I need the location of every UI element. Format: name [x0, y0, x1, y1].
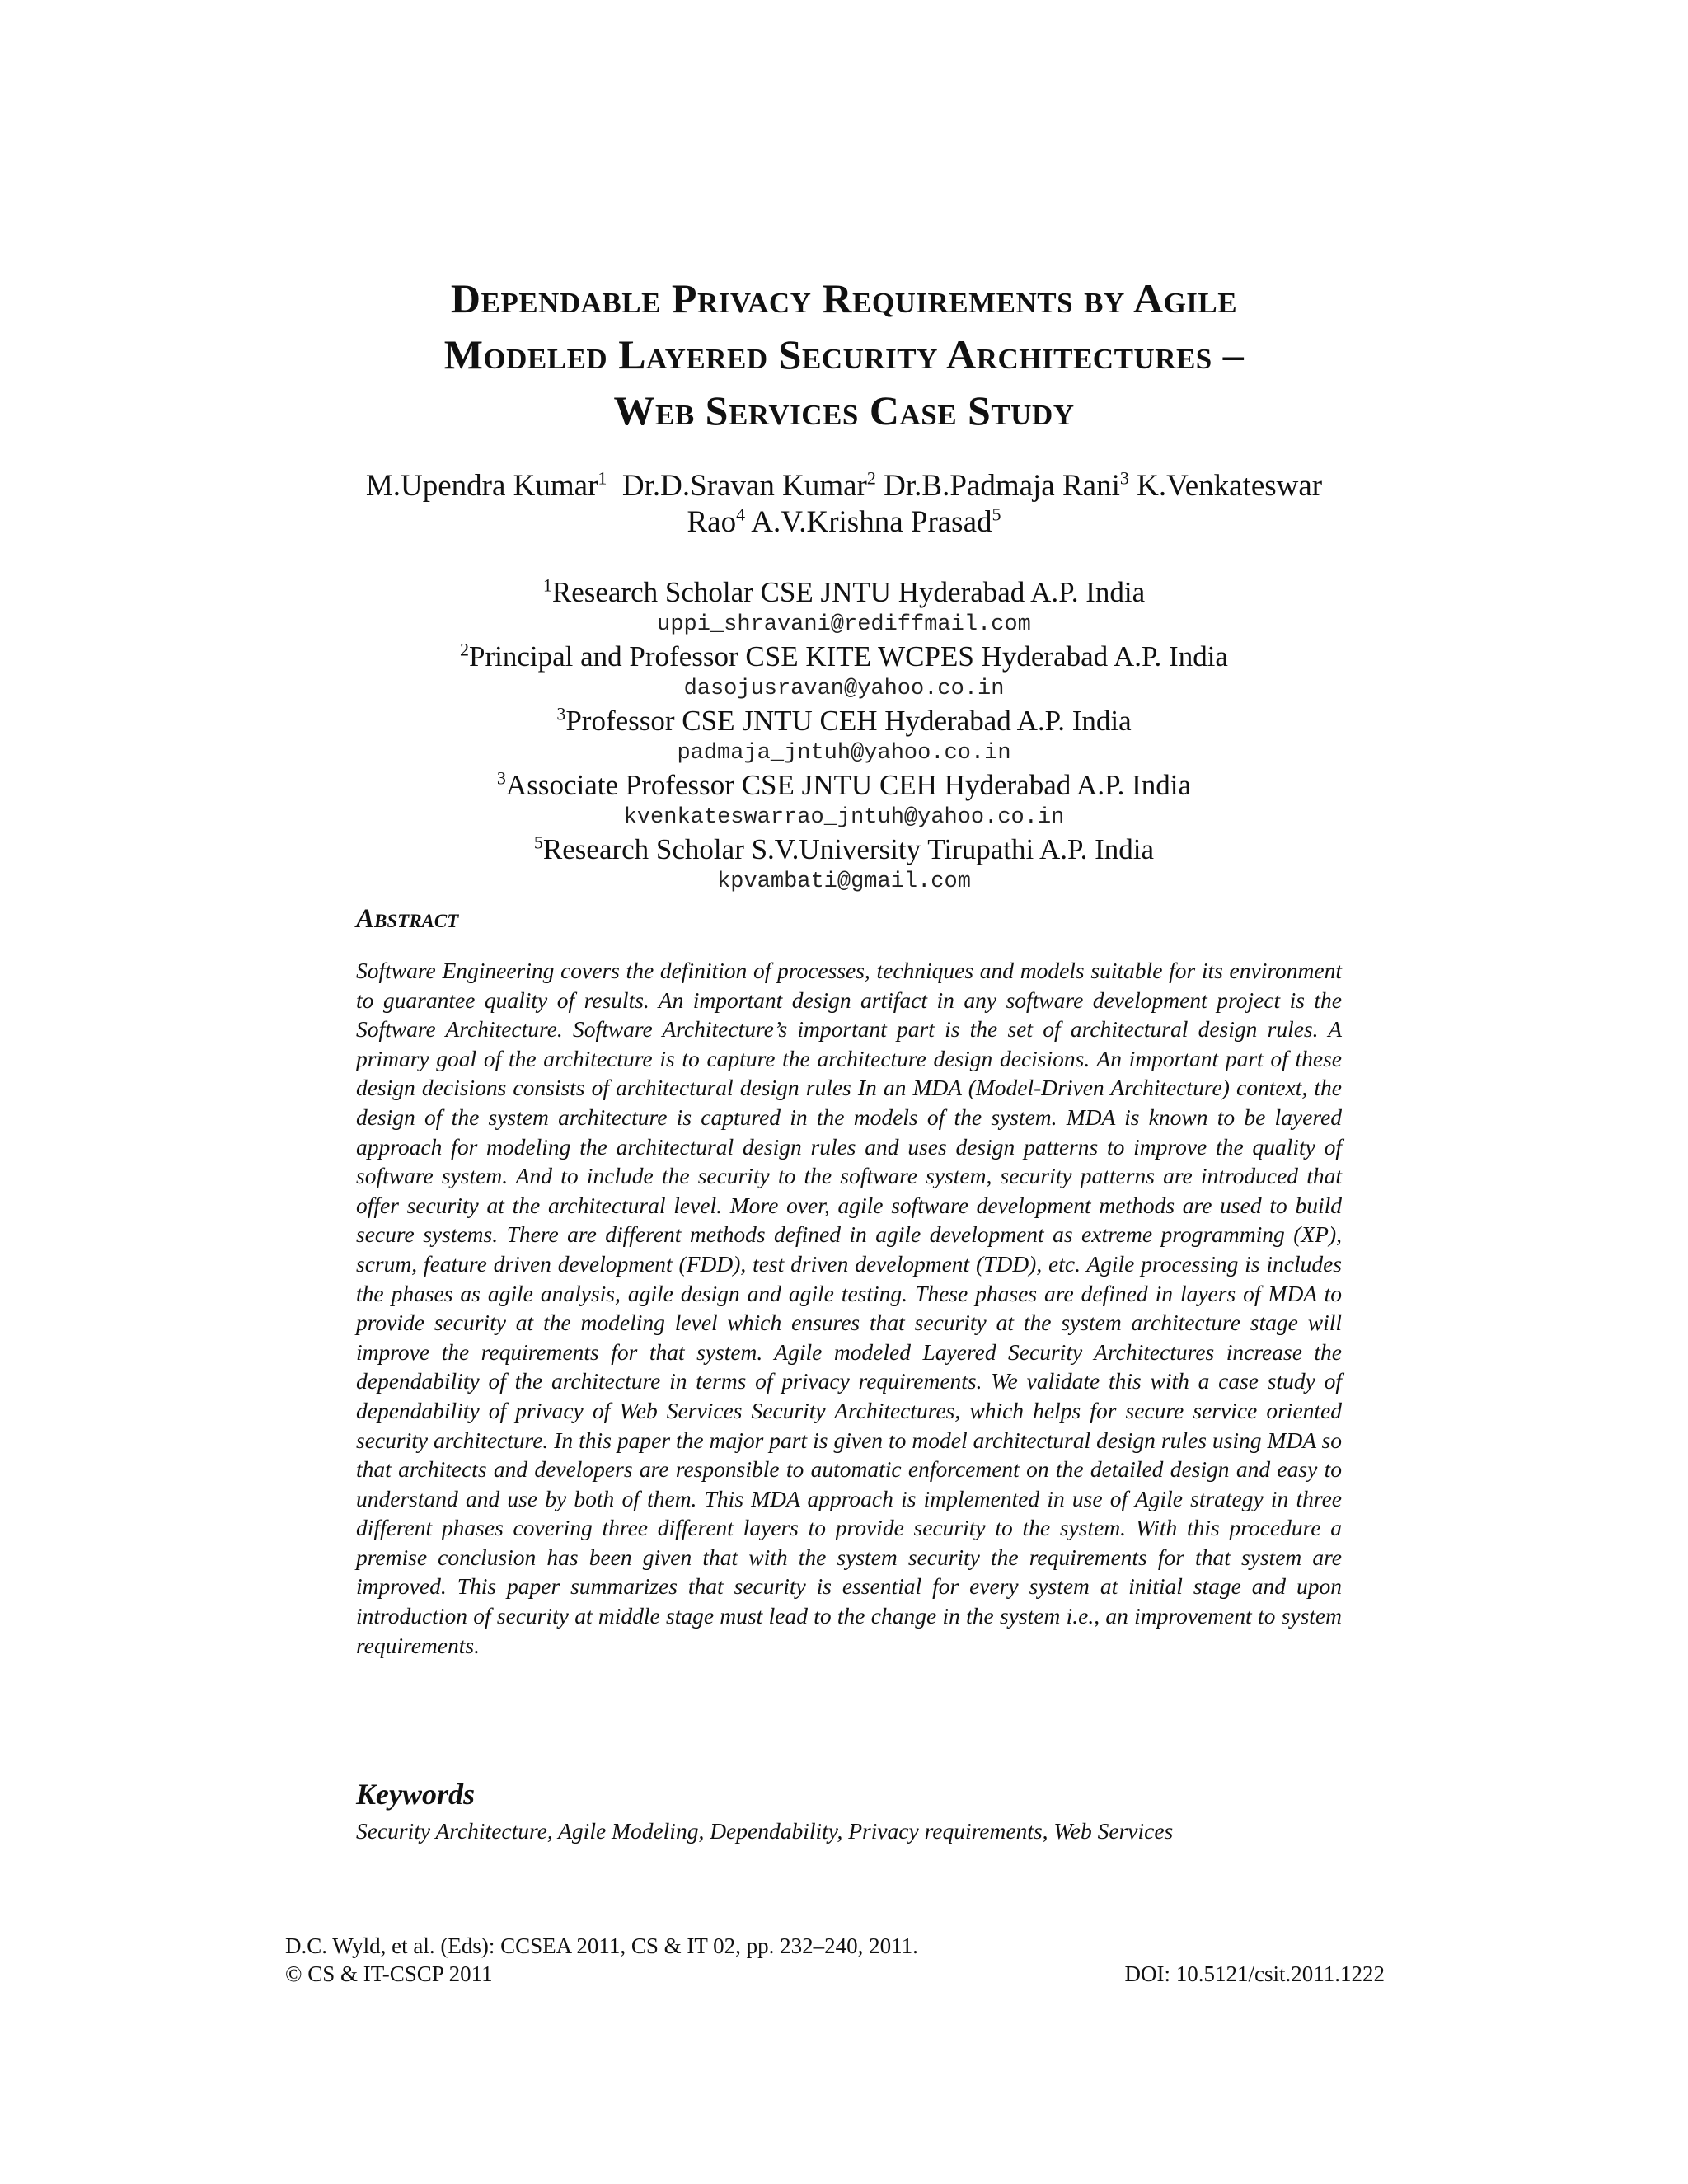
author-name: Rao: [687, 505, 737, 539]
affiliation-sup: 1: [542, 574, 552, 596]
paper-title: [247, 270, 1441, 438]
author-name: K.Venkateswar: [1137, 469, 1323, 503]
affiliation: [247, 640, 1441, 674]
affiliation-sup: 2: [460, 639, 470, 660]
affiliation-sup: 3: [496, 767, 506, 789]
email-link[interactable]: kvenkateswarrao_jntuh@yahoo.co.in: [623, 805, 1065, 830]
email-link[interactable]: kpvambati@gmail.com: [717, 869, 971, 894]
affiliation-text: Research Scholar S.V.University Tirupathi A.P. India: [542, 833, 1155, 865]
author-line: [247, 468, 1441, 504]
author-sup: 4: [736, 504, 746, 525]
footer-citation-block: [285, 1932, 918, 1988]
title-line: Dependable Privacy Requirements by Agile: [450, 275, 1238, 321]
author-sup: 3: [1119, 467, 1129, 489]
author-name: A.V.Krishna Prasad: [751, 505, 992, 539]
author-name: Dr.D.Sravan Kumar: [621, 469, 867, 503]
affiliation: [247, 832, 1441, 867]
affiliation-text: Associate Professor CSE JNTU CEH Hyderabad A.P. India: [505, 769, 1192, 801]
affiliation: [247, 704, 1441, 738]
keywords-text: Security Architecture, Agile Modeling, Dependability, Privacy requirements, Web Services: [356, 1818, 1174, 1844]
author-line: [247, 504, 1441, 541]
footer-copyright: © CS & IT-CSCP 2011: [285, 1961, 493, 1986]
author-name: Dr.B.Padmaja Rani: [884, 469, 1120, 503]
email-link[interactable]: uppi_shravani@rediffmail.com: [657, 612, 1031, 637]
affiliation-sup: 3: [556, 703, 566, 724]
title-line: Modeled Layered Security Architectures –: [443, 331, 1245, 377]
footer-doi: DOI: 10.5121/csit.2011.1222: [1124, 1961, 1385, 1986]
abstract-text: Software Engineering covers the definition of processes, techniques and models suitable for its environment to guarantee quality of results. An important design artifact in any software development project is the Software Architecture. Software Architecture’s important part is the set of architectural design rules. A primary goal of the architecture is to capture the architecture design decisions. An important part of these design decisions consists of architectural design rules In an MDA (Model-Driven Architecture) context, the design of the system architecture is captured in the models of the system. MDA is known to be layered approach for modeling the architectural design rules and uses design patterns to improve the quality of software system. And to include the security to the software system, security patterns are introduced that offer security at the architectural level. More over, agile software development methods are used to build secure systems. There are different methods defined in agile development as extreme programming (XP), scrum, feature driven development (FDD), test driven development (TDD), etc. Agile processing is includes the phases as agile analysis, agile design and agile testing. These phases are defined in layers of MDA to provide security at the modeling level which ensures that security at the system architecture stage will improve the requirements for that system. Agile modeled Layered Security Architectures increase the dependability of the architecture in terms of privacy requirements. We validate this with a case study of dependability of privacy of Web Services Security Architectures, which helps for secure service oriented security architecture. In this paper the major part is given to model architectural design rules using MDA so that architects and developers are responsible to automatic enforcement on the detailed design and easy to understand and use by both of them. This MDA approach is implemented in use of Agile strategy in three different phases covering three different layers to provide security to the system. With this procedure a premise conclusion has been given that with the system security the requirements for that system are improved. This paper summarizes that security is essential for every system at initial stage and upon introduction of security at middle stage must lead to the change in the system i.e., an improvement to system requirements.: [356, 958, 1342, 1658]
author-name: M.Upendra Kumar: [365, 469, 598, 503]
author-list: [247, 468, 1441, 541]
affiliation-text: Principal and Professor CSE KITE WCPES Hyderabad A.P. India: [469, 640, 1228, 673]
affiliation: [247, 575, 1441, 610]
affiliation-sup: 5: [533, 832, 543, 853]
email-link[interactable]: padmaja_jntuh@yahoo.co.in: [677, 741, 1011, 766]
author-sup: 1: [598, 467, 607, 489]
affiliation-text: Professor CSE JNTU CEH Hyderabad A.P. India: [565, 705, 1132, 737]
email-link[interactable]: dasojusravan@yahoo.co.in: [683, 677, 1005, 701]
author-sup: 5: [992, 504, 1001, 525]
affiliation: [247, 768, 1441, 803]
title-line: Web Services Case Study: [613, 387, 1075, 434]
author-sup: 2: [866, 467, 876, 489]
affiliation-text: Research Scholar CSE JNTU Hyderabad A.P. India: [551, 576, 1146, 608]
abstract-heading: Abstract: [356, 904, 459, 934]
footer-citation: D.C. Wyld, et al. (Eds): CCSEA 2011, CS & IT 02, pp. 232–240, 2011.: [285, 1933, 918, 1958]
affiliation-list: [247, 575, 1441, 897]
keywords-heading: Keywords: [356, 1778, 475, 1811]
